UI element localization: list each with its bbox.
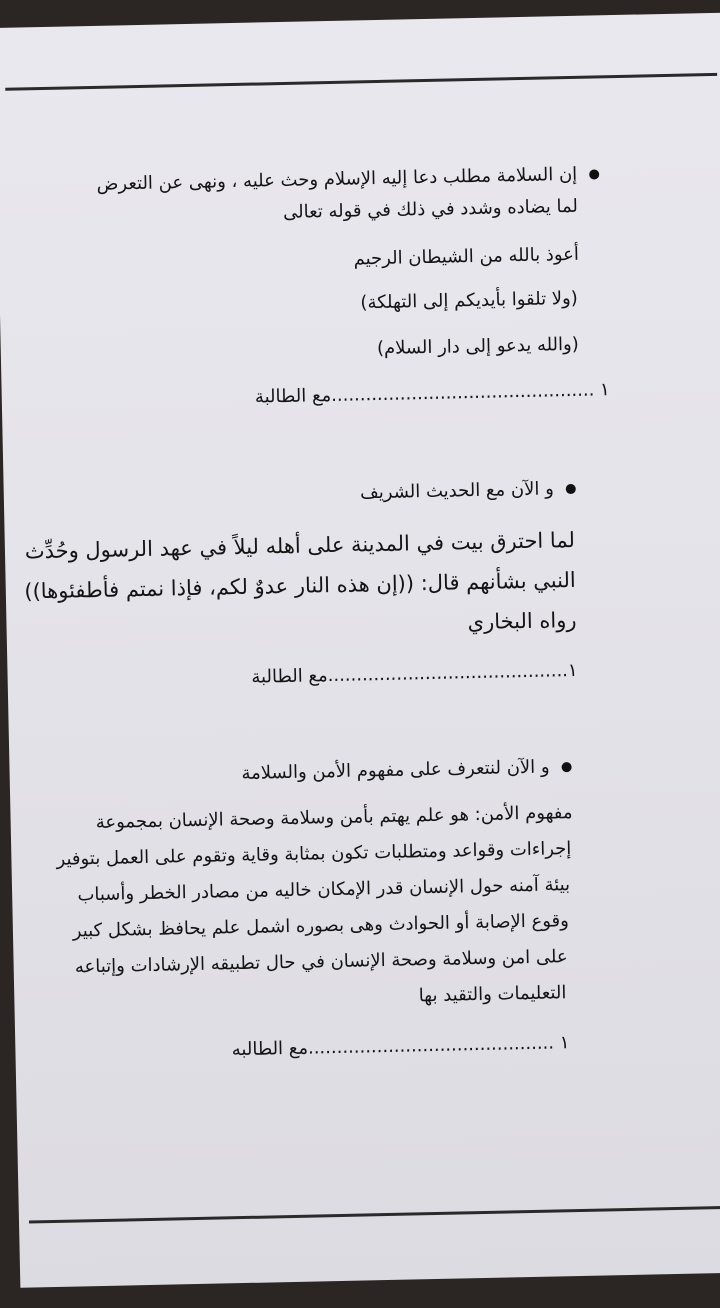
paper-sheet bbox=[0, 13, 720, 1288]
isti-adha: أعوذ بالله من الشيطان الرجيم bbox=[353, 243, 580, 270]
student-line-2: ١..........................................مع الطالبة bbox=[251, 659, 578, 688]
hadith-heading: و الآن مع الحديث الشريف bbox=[360, 478, 576, 504]
verse-2: (والله يدعو إلى دار السلام) bbox=[376, 333, 579, 360]
bullet-icon bbox=[589, 169, 599, 179]
concept-line-6: التعليمات والتقيد بها bbox=[418, 982, 567, 1007]
concept-line-3: بيئة آمنه حول الإنسان قدر الإمكان خاليه من مصادر الخطر وأسباب bbox=[77, 874, 571, 906]
concept-line-1: مفهوم الأمن: هو علم يهتم بأمن وسلامة وصحة الإنسان بمجموعة bbox=[95, 802, 573, 834]
bullet-icon bbox=[562, 762, 572, 772]
concept-heading: و الآن لنتعرف على مفهوم الأمن والسلامة bbox=[241, 756, 572, 784]
concept-line-2: إجراءات وقواعد ومتطلبات تكون بمثابة وقاية وتقوم على العمل بتوفير bbox=[56, 838, 572, 870]
safety-line-2: لما يضاده وشدد في ذلك في قوله تعالى bbox=[282, 195, 579, 223]
safety-line-1: إن السلامة مطلب دعا إليه الإسلام وحث عليه ، ونهى عن التعرض bbox=[96, 163, 599, 195]
concept-line-4: وقوع الإصابة أو الحوادث وهى بصوره اشمل علم يحافظ بشكل كبير bbox=[72, 910, 570, 942]
hadith-line-2: النبي بشأنهم قال: ((إن هذه النار عدوٌ لكم، فإذا نمتم فأطفئوها)) bbox=[24, 567, 576, 604]
worksheet-content bbox=[0, 13, 720, 1308]
verse-1: (ولا تلقوا بأيديكم إلى التهلكة) bbox=[360, 287, 579, 314]
student-line-3: ١ ...........................................مع الطالبه bbox=[231, 1032, 570, 1061]
hadith-line-1: لما احترق بيت في المدينة على أهله ليلاً في عهد الرسول وحُدِّث bbox=[24, 527, 576, 564]
hadith-source: رواه البخاري bbox=[467, 607, 577, 635]
student-line-1: ١ ..............................................مع الطالبة bbox=[254, 379, 610, 408]
concept-line-5: على امن وسلامة وصحة الإنسان في حال تطبيقه الإرشادات وإتباعه bbox=[74, 946, 568, 978]
bullet-icon bbox=[566, 484, 576, 494]
